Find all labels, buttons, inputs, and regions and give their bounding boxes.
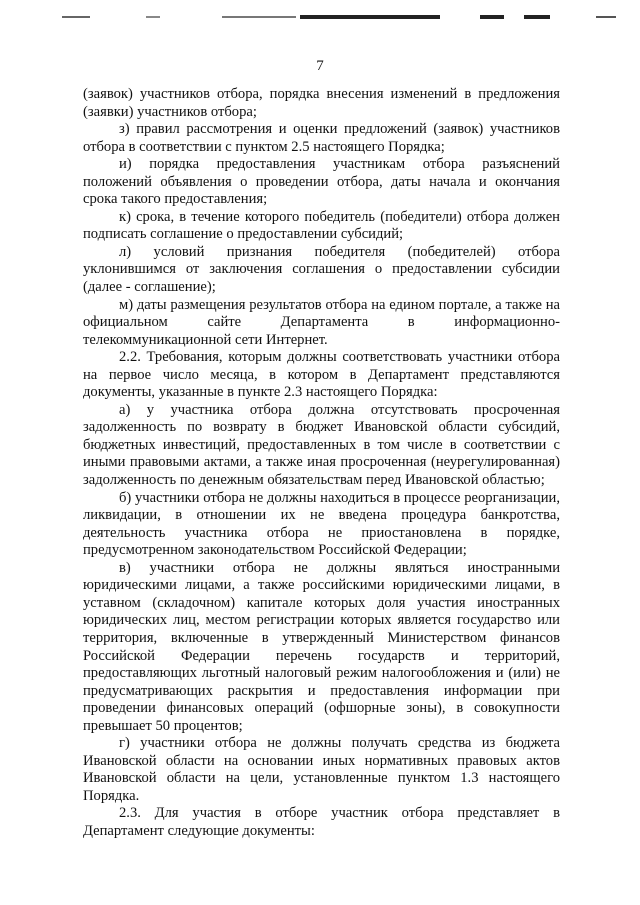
paragraph: м) даты размещения результатов отбора на едином портале, а также на официальном сайте Департамента в информационно-телекоммуникационной сети Интернет. bbox=[83, 296, 560, 348]
document-body bbox=[83, 86, 560, 841]
scan-mark bbox=[222, 16, 296, 18]
paragraph: к) срока, в течение которого победитель (победители) отбора должен подписать соглашение о предоставлении субсидий; bbox=[83, 208, 560, 243]
scan-mark bbox=[62, 16, 90, 18]
paragraph: г) участники отбора не должны получать средства из бюджета Ивановской области на основании иных нормативных правовых актов Ивановской области на цели, установленные пунктом 1.3 настоящего Порядка. bbox=[83, 735, 560, 804]
paragraph: б) участники отбора не должны находиться в процессе реорганизации, ликвидации, в отношении их не введена процедура банкротства, деятельность участника отбора не приостановлена в порядке, предусмотренном законодательством Российской Федерации; bbox=[83, 489, 560, 559]
scan-mark bbox=[300, 15, 440, 19]
scan-mark bbox=[524, 15, 550, 19]
scan-mark bbox=[146, 16, 160, 18]
scan-header-artifact bbox=[0, 0, 640, 30]
paragraph: в) участники отбора не должны являться иностранными юридическими лицами, а также российскими юридическими лицами, в уставном (складочном) капитале которых доля участия иностранных юридических лиц, местом регистрации которых является государство или территория, включенные в утвержденный Министерством финансов Российской Федерации перечень государств и территорий, предоставляющих льготный налоговый режим налогообложения и (или) не предусматривающих раскрытия и предоставления информации при проведении финансовых операций (офшорные зоны), в совокупности превышает 50 процентов; bbox=[83, 559, 560, 734]
paragraph: (заявок) участников отбора, порядка внесения изменений в предложения (заявки) участников отбора; bbox=[83, 86, 560, 120]
scan-mark bbox=[596, 16, 616, 18]
paragraph: 2.2. Требования, которым должны соответствовать участники отбора на первое число месяца, в котором в Департамент представляются документы, указанные в пункте 2.3 настоящего Порядка: bbox=[83, 349, 560, 401]
paragraph: л) условий признания победителя (победителей) отбора уклонившимся от заключения соглашения о предоставлении субсидии (далее - соглашение); bbox=[83, 243, 560, 296]
paragraph: и) порядка предоставления участникам отбора разъяснений положений объявления о проведении отбора, даты начала и окончания срока такого предоставления; bbox=[83, 156, 560, 208]
paragraph: з) правил рассмотрения и оценки предложений (заявок) участников отбора в соответствии с пунктом 2.5 настоящего Порядка; bbox=[83, 121, 560, 155]
page-number: 7 bbox=[316, 58, 324, 74]
paragraph: 2.3. Для участия в отборе участник отбора представляет в Департамент следующие документы: bbox=[83, 805, 560, 839]
scan-mark bbox=[480, 15, 504, 19]
paragraph: а) у участника отбора должна отсутствовать просроченная задолженность по возврату в бюджет Ивановской области субсидий, бюджетных инвестиций, предоставленных в том числе в соответствии с иными правовыми актами, а также иная просроченная (неурегулированная) задолженность по денежным обязательствам перед Ивановской областью; bbox=[83, 401, 560, 489]
